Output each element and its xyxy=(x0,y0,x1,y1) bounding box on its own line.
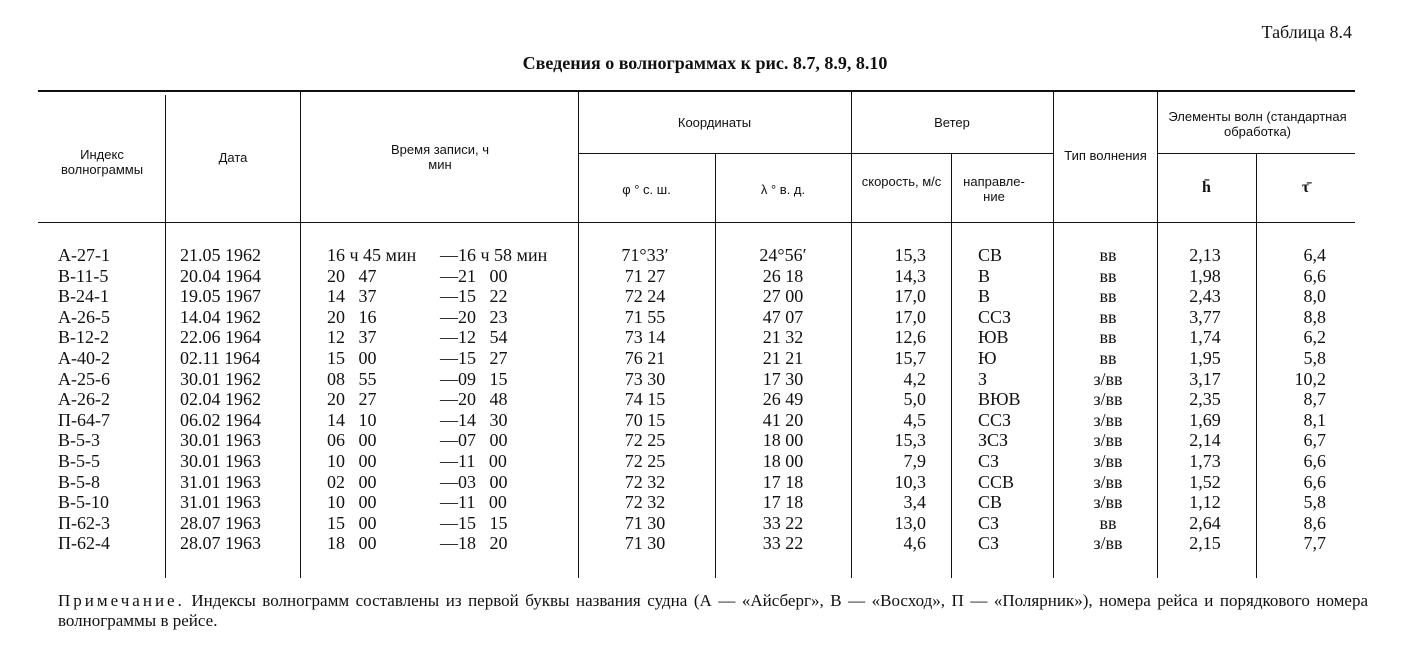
cell-speed: 15,3 xyxy=(894,245,926,265)
cell-dir: СВ xyxy=(978,245,1003,265)
cell-h: 1,95 xyxy=(1189,348,1221,368)
cell-lon: 24°56′ xyxy=(759,245,807,265)
cell-index: В-5-10 xyxy=(58,492,109,513)
header-date: Дата xyxy=(218,150,248,165)
cell-date: 02.11 1964 xyxy=(180,348,261,368)
cell-index: В-12-2 xyxy=(58,327,109,348)
cell-speed: 10,3 xyxy=(894,471,926,492)
cell-dir: Ю xyxy=(978,348,997,368)
cell-lat: 71 30 xyxy=(624,512,666,533)
cell-type: з/вв xyxy=(1093,492,1123,513)
cell-t2: —03 00 xyxy=(440,471,508,492)
cell-h: 1,73 xyxy=(1189,451,1221,471)
cell-type: з/вв xyxy=(1093,533,1123,554)
cell-t1: 15 00 xyxy=(327,512,377,533)
cell-tau: 10,2 xyxy=(1294,368,1326,389)
table-row xyxy=(0,473,1410,491)
cell-dir: СЗ xyxy=(978,512,1000,533)
cell-lat: 70 15 xyxy=(624,409,666,430)
cell-t2: —07 00 xyxy=(440,430,508,451)
cell-tau: 8,6 xyxy=(1303,512,1326,533)
cell-lat: 72 25 xyxy=(624,430,666,451)
cell-type: вв xyxy=(1099,327,1117,348)
cell-date: 31.01 1963 xyxy=(180,471,261,492)
cell-t1: 18 00 xyxy=(327,533,377,554)
cell-lat: 71 27 xyxy=(624,265,666,286)
table-note xyxy=(58,591,1368,631)
table-row xyxy=(0,287,1410,305)
cell-dir: ЮВ xyxy=(978,327,1009,348)
cell-date: 28.07 1963 xyxy=(180,512,261,533)
cell-tau: 5,8 xyxy=(1303,492,1326,513)
cell-date: 02.04 1962 xyxy=(180,389,261,410)
cell-lat: 72 24 xyxy=(624,286,666,307)
cell-h: 1,98 xyxy=(1189,265,1221,286)
table-row xyxy=(0,452,1410,470)
cell-t2: —20 48 xyxy=(440,389,508,410)
cell-dir: ССВ xyxy=(978,471,1015,492)
cell-tau: 8,1 xyxy=(1303,409,1326,430)
cell-speed: 5,0 xyxy=(903,389,926,410)
cell-type: з/вв xyxy=(1093,471,1123,492)
cell-index: В-11-5 xyxy=(58,265,109,286)
cell-h: 2,64 xyxy=(1189,512,1221,533)
cell-lon: 18 00 xyxy=(762,430,804,451)
cell-speed: 15,3 xyxy=(894,430,926,451)
cell-lat: 71 55 xyxy=(624,306,666,327)
cell-date: 21.05 1962 xyxy=(180,245,261,265)
cell-tau: 8,7 xyxy=(1303,389,1326,410)
cell-type: вв xyxy=(1099,348,1117,368)
cell-h: 2,15 xyxy=(1189,533,1221,554)
cell-type: з/вв xyxy=(1093,451,1123,471)
cell-t2: —16 ч 58 мин xyxy=(440,245,548,265)
cell-lat: 74 15 xyxy=(624,389,666,410)
cell-lat: 72 32 xyxy=(624,471,666,492)
cell-index: А-40-2 xyxy=(58,348,110,368)
cell-t2: —20 23 xyxy=(440,306,508,327)
cell-h: 3,17 xyxy=(1189,368,1221,389)
table-number: Таблица 8.4 xyxy=(1261,22,1352,42)
header-wind: Ветер xyxy=(934,115,970,130)
cell-tau: 6,6 xyxy=(1303,451,1326,471)
table-row xyxy=(0,534,1410,552)
cell-tau: 6,6 xyxy=(1303,265,1326,286)
cell-lon: 17 30 xyxy=(762,368,804,389)
cell-type: вв xyxy=(1099,265,1117,286)
cell-t1: 14 37 xyxy=(327,286,377,307)
cell-tau: 6,2 xyxy=(1303,327,1326,348)
table-row xyxy=(0,267,1410,285)
cell-h: 2,14 xyxy=(1189,430,1221,451)
cell-t1: 12 37 xyxy=(327,327,377,348)
cell-speed: 15,7 xyxy=(894,348,926,368)
cell-tau: 6,7 xyxy=(1303,430,1326,451)
table-caption: Сведения о волнограммах к рис. 8.7, 8.9, 8.10 xyxy=(522,53,888,73)
header-lat: φ ° с. ш. xyxy=(622,182,671,197)
cell-t2: —15 27 xyxy=(440,348,508,368)
cell-type: вв xyxy=(1099,245,1117,265)
cell-lat: 72 25 xyxy=(624,451,666,471)
cell-lon: 17 18 xyxy=(762,471,804,492)
cell-speed: 4,6 xyxy=(903,533,926,554)
cell-lon: 47 07 xyxy=(762,306,804,327)
note-lead: Примечание. xyxy=(58,591,185,610)
cell-lon: 26 49 xyxy=(762,389,804,410)
cell-type: вв xyxy=(1099,512,1117,533)
cell-lon: 21 32 xyxy=(762,327,804,348)
cell-type: вв xyxy=(1099,306,1117,327)
cell-index: В-5-3 xyxy=(58,430,100,451)
cell-tau: 7,7 xyxy=(1303,533,1326,554)
cell-lat: 72 32 xyxy=(624,492,666,513)
cell-t1: 20 47 xyxy=(327,265,377,286)
cell-lat: 73 30 xyxy=(624,368,666,389)
cell-dir: СВ xyxy=(978,492,1003,513)
cell-t1: 20 27 xyxy=(327,389,377,410)
cell-h: 1,74 xyxy=(1189,327,1221,348)
header-index: Индекс волнограммы xyxy=(60,147,144,177)
header-wave-elements: Элементы волн (стандартная обработка) xyxy=(1168,109,1347,139)
header-coords: Координаты xyxy=(677,115,752,130)
header-tau: τ̄ xyxy=(1301,179,1310,196)
header-speed: скорость, м/с xyxy=(861,174,942,189)
cell-lat: 71 30 xyxy=(624,533,666,554)
cell-t2: —15 15 xyxy=(440,512,508,533)
cell-t2: —18 20 xyxy=(440,533,508,554)
cell-index: П-64-7 xyxy=(58,409,110,430)
cell-lon: 17 18 xyxy=(762,492,804,513)
header-time: Время записи, ч мин xyxy=(391,142,489,172)
cell-date: 30.01 1963 xyxy=(180,451,261,471)
cell-h: 1,69 xyxy=(1189,409,1221,430)
cell-index: В-5-5 xyxy=(58,451,100,471)
cell-h: 1,52 xyxy=(1189,471,1221,492)
cell-dir: ССЗ xyxy=(978,306,1012,327)
cell-t1: 10 00 xyxy=(327,451,377,471)
table-row xyxy=(0,308,1410,326)
cell-t2: —11 00 xyxy=(440,451,507,471)
cell-tau: 8,8 xyxy=(1303,306,1326,327)
cell-dir: В xyxy=(978,265,991,286)
cell-lon: 21 21 xyxy=(762,348,804,368)
cell-t1: 15 00 xyxy=(327,348,377,368)
cell-dir: В xyxy=(978,286,991,307)
cell-tau: 6,4 xyxy=(1303,245,1326,265)
cell-date: 30.01 1962 xyxy=(180,368,261,389)
cell-t1: 02 00 xyxy=(327,471,377,492)
cell-index: В-5-8 xyxy=(58,471,100,492)
cell-h: 3,77 xyxy=(1189,306,1221,327)
table-row xyxy=(0,390,1410,408)
cell-lon: 18 00 xyxy=(762,451,804,471)
cell-t2: —15 22 xyxy=(440,286,508,307)
cell-lon: 33 22 xyxy=(762,533,804,554)
cell-index: А-27-1 xyxy=(58,245,110,265)
table-row xyxy=(0,411,1410,429)
cell-speed: 13,0 xyxy=(894,512,926,533)
header-wave-type: Тип волнения xyxy=(1064,148,1147,163)
cell-speed: 4,2 xyxy=(903,368,926,389)
cell-dir: СЗ xyxy=(978,533,1000,554)
cell-lat: 76 21 xyxy=(624,348,666,368)
cell-tau: 6,6 xyxy=(1303,471,1326,492)
cell-tau: 5,8 xyxy=(1303,348,1326,368)
cell-speed: 14,3 xyxy=(894,265,926,286)
header-lon: λ ° в. д. xyxy=(760,182,806,197)
cell-speed: 12,6 xyxy=(894,327,926,348)
cell-date: 19.05 1967 xyxy=(180,286,261,307)
cell-t1: 10 00 xyxy=(327,492,377,513)
cell-speed: 4,5 xyxy=(903,409,926,430)
cell-speed: 17,0 xyxy=(894,306,926,327)
cell-type: з/вв xyxy=(1093,430,1123,451)
cell-h: 2,13 xyxy=(1189,245,1221,265)
cell-type: вв xyxy=(1099,286,1117,307)
cell-lon: 27 00 xyxy=(762,286,804,307)
cell-t2: —09 15 xyxy=(440,368,508,389)
cell-date: 06.02 1964 xyxy=(180,409,261,430)
cell-h: 2,35 xyxy=(1189,389,1221,410)
cell-date: 20.04 1964 xyxy=(180,265,261,286)
cell-dir: СЗ xyxy=(978,451,1000,471)
cell-t2: —14 30 xyxy=(440,409,508,430)
table-row xyxy=(0,493,1410,511)
cell-t2: —21 00 xyxy=(440,265,508,286)
cell-date: 30.01 1963 xyxy=(180,430,261,451)
cell-dir: ВЮВ xyxy=(978,389,1021,410)
cell-index: В-24-1 xyxy=(58,286,109,307)
cell-date: 22.06 1964 xyxy=(180,327,261,348)
cell-dir: ССЗ xyxy=(978,409,1012,430)
cell-type: з/вв xyxy=(1093,368,1123,389)
table-row xyxy=(0,431,1410,449)
cell-dir: ЗСЗ xyxy=(978,430,1009,451)
cell-t1: 20 16 xyxy=(327,306,377,327)
table-row xyxy=(0,370,1410,388)
cell-type: з/вв xyxy=(1093,389,1123,410)
cell-index: А-26-5 xyxy=(58,306,110,327)
note-text: Индексы волнограмм составлены из первой буквы названия судна (А — «Айсберг», В — «Восход», П — «Полярник»), номера рейса и порядкового номера волнограммы в рейсе. xyxy=(58,591,1369,630)
header-h: h̄ xyxy=(1202,179,1211,196)
table-row xyxy=(0,246,1410,264)
cell-date: 28.07 1963 xyxy=(180,533,261,554)
cell-lat: 73 14 xyxy=(624,327,666,348)
cell-speed: 7,9 xyxy=(903,451,926,471)
table-row xyxy=(0,349,1410,367)
cell-index: П-62-4 xyxy=(58,533,110,554)
cell-dir: З xyxy=(978,368,988,389)
cell-date: 14.04 1962 xyxy=(180,306,261,327)
cell-index: А-26-2 xyxy=(58,389,110,410)
cell-t2: —12 54 xyxy=(440,327,508,348)
cell-index: А-25-6 xyxy=(58,368,110,389)
cell-index: П-62-3 xyxy=(58,512,110,533)
cell-lon: 41 20 xyxy=(762,409,804,430)
cell-tau: 8,0 xyxy=(1303,286,1326,307)
cell-t1: 14 10 xyxy=(327,409,377,430)
cell-speed: 17,0 xyxy=(894,286,926,307)
header-direction: направле-ние xyxy=(963,174,1025,204)
cell-lon: 33 22 xyxy=(762,512,804,533)
cell-t1: 06 00 xyxy=(327,430,377,451)
cell-t2: —11 00 xyxy=(440,492,507,513)
cell-h: 2,43 xyxy=(1189,286,1221,307)
table-row xyxy=(0,514,1410,532)
cell-t1: 16 ч 45 мин xyxy=(327,245,417,265)
cell-lon: 26 18 xyxy=(762,265,804,286)
cell-type: з/вв xyxy=(1093,409,1123,430)
cell-date: 31.01 1963 xyxy=(180,492,261,513)
cell-t1: 08 55 xyxy=(327,368,377,389)
table-row xyxy=(0,328,1410,346)
wind-sub-rule xyxy=(851,153,1053,154)
cell-h: 1,12 xyxy=(1189,492,1221,513)
cell-lat: 71°33′ xyxy=(621,245,669,265)
cell-speed: 3,4 xyxy=(903,492,926,513)
